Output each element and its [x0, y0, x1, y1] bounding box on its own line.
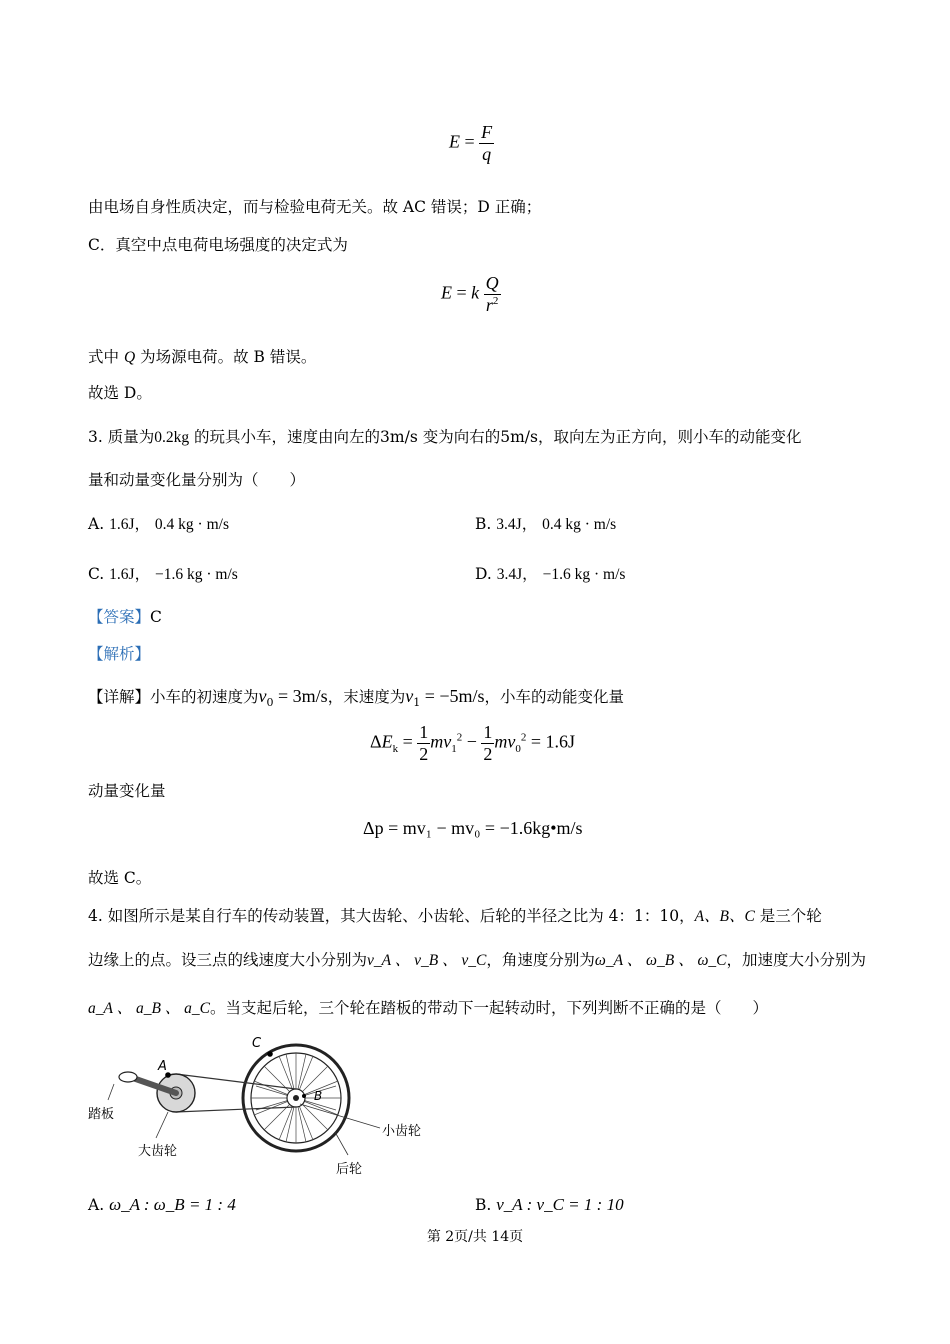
eq2-exp: 2: [492, 294, 499, 307]
q4-l1: 4. 如图所示是某自行车的传动装置，其大齿轮、小齿轮、后轮的半径之比为 4：1：10，: [88, 907, 695, 925]
q4-option-a[interactable]: [88, 1195, 236, 1215]
eq1-num: F: [481, 122, 493, 142]
p3-a: 式中: [88, 348, 124, 366]
small-gear-hub: [293, 1095, 299, 1101]
detail-b: ，末速度为: [327, 688, 406, 706]
q4-l2b: ，角速度分别为: [486, 951, 595, 969]
eq2-num: Q: [485, 273, 499, 293]
momentum-label: 动量变化量: [88, 782, 166, 800]
p3-b: 为场源电荷。故 B 错误。: [135, 348, 317, 366]
q4-l2w: ω_A 、 ω_B 、 ω_C: [594, 952, 727, 969]
opt-a-label: A.: [88, 515, 105, 533]
q3-conclusion: 故选 C。: [88, 869, 152, 887]
opt-b-val1: 3.4J: [496, 516, 522, 533]
q3-option-d[interactable]: D. 3.4J， −1.6 kg · m/s: [475, 565, 626, 583]
pedal: [119, 1072, 137, 1082]
opt-b-val2: 0.4 kg · m/s: [542, 516, 617, 533]
q4-pts: A、B、C: [694, 908, 755, 925]
q3-v0: 3m/s: [380, 428, 418, 446]
label-small-gear: 小齿轮: [382, 1124, 422, 1139]
q3-detail: 【详解】小车的初速度为$v_0 = 3m/s$，末速度为$v_1 = -5m/s$，小车的动能变化量: [88, 686, 625, 710]
paragraph-3: [88, 345, 316, 367]
label-pedal: 踏板: [88, 1107, 115, 1122]
eq2-lhs: E: [441, 282, 452, 303]
detail-v0-val: = 3m/s: [273, 686, 328, 706]
eq1-lhs: E: [449, 131, 460, 152]
p3-q: Q: [123, 349, 136, 366]
q4-stem-line3: [88, 996, 768, 1018]
eq2-den: r: [485, 294, 493, 315]
q3-answer: [88, 605, 162, 627]
q4-l3b: 。当支起后轮，三个轮在踏板的带动下一起转动时，下列判断不正确的是（ ）: [210, 999, 769, 1017]
q4-l1end: 是三个轮: [754, 907, 822, 925]
opt-d-val1: 3.4J: [496, 566, 523, 583]
q3-stem-line2: 量和动量变化量分别为（ ）: [88, 471, 306, 489]
answer-value: C: [150, 608, 162, 626]
q4-stem-line1: [88, 904, 822, 926]
opt-c-val1: 1.6J: [109, 566, 135, 583]
paragraph-4: 故选 D。: [88, 384, 152, 402]
opt-a-val2: 0.4 kg · m/s: [154, 516, 229, 533]
q4-opt-b-label: B.: [475, 1196, 492, 1214]
label-a: A: [158, 1059, 167, 1074]
q4-opt-a-expr: ω_A : ω_B = 1 : 4: [109, 1195, 236, 1214]
opt-d-val2: −1.6 kg · m/s: [542, 566, 626, 583]
q3-option-b[interactable]: B. 3.4J， 0.4 kg · m/s: [475, 515, 617, 533]
opt-d-label: D.: [475, 565, 492, 583]
opt-c-val2: −1.6 kg · m/s: [155, 566, 238, 583]
detail-tag: 【详解】: [88, 688, 151, 706]
q4-l2a: 边缘上的点。设三点的线速度大小分别为: [88, 951, 368, 969]
equation-e-f-q: E = $\frac{F}{q}$: [449, 122, 493, 164]
ek-result: = 1.6J: [526, 731, 576, 752]
q4-l2v: v_A 、 v_B 、 v_C: [367, 952, 487, 969]
q3-option-a[interactable]: A. 1.6J， 0.4 kg · m/s: [88, 515, 229, 533]
opt-a-val1: 1.6J: [109, 516, 135, 533]
detail-c: ，小车的动能变化量: [484, 688, 625, 706]
q3-stem-line1: [88, 425, 801, 447]
label-rear-wheel: 后轮: [336, 1162, 363, 1177]
label-b: B: [314, 1089, 323, 1103]
eq1-den: q: [482, 143, 492, 164]
detail-a: 小车的初速度为: [150, 688, 259, 706]
opt-b-label: B.: [475, 515, 492, 533]
equation-momentum: Δp = mv₁ − mv₀ = −1.6kg•m/s: [363, 818, 583, 838]
q3-l1c: 变为向右的: [417, 428, 501, 446]
detail-v1-val: = −5m/s: [420, 686, 485, 706]
opt-c-label: C.: [88, 565, 105, 583]
q4-l2c: ，加速度大小分别为: [726, 951, 867, 969]
q3-l1d: ，取向左为正方向，则小车的动能变化: [537, 428, 802, 446]
chain-bottom: [176, 1107, 296, 1112]
page-footer: 第 2页/共 14页: [426, 1229, 524, 1245]
bicycle-transmission-figure: [80, 1030, 460, 1180]
q3-mass: 0.2kg: [154, 429, 190, 446]
paragraph-1: 由电场自身性质决定，而与检验电荷无关。故 AC 错误；D 正确；: [88, 198, 542, 216]
q4-opt-b-expr: v_A : v_C = 1 : 10: [496, 1195, 624, 1214]
equation-coulomb: E = k $\frac{Q}{r^2}$: [441, 273, 499, 315]
q4-opt-a-label: A.: [88, 1196, 105, 1214]
q3-l1b: 的玩具小车，速度由向左的: [189, 428, 381, 446]
q3-analysis-tag: 【解析】: [88, 645, 151, 663]
point-b: [302, 1094, 306, 1098]
eq2-k: k: [471, 282, 480, 303]
q3-v1: 5m/s: [500, 428, 538, 446]
equation-ek: $\Delta E_k$ = $\frac{1}{2}$ $mv_1^2$ − $\frac{1}{2}$ $mv_0^2 = 1.6J$: [370, 722, 576, 764]
paragraph-2: C．真空中点电荷电场强度的决定式为: [88, 236, 348, 254]
label-c: C: [252, 1036, 262, 1051]
q3-option-c[interactable]: C. 1.6J， −1.6 kg · m/s: [88, 565, 238, 583]
point-c: [267, 1051, 273, 1057]
q4-l3a: a_A 、 a_B 、 a_C: [88, 1000, 210, 1017]
q3-l1a: 3. 质量为: [88, 428, 155, 446]
label-big-gear: 大齿轮: [138, 1144, 178, 1159]
answer-tag: 【答案】: [88, 608, 151, 626]
q4-option-b[interactable]: [475, 1195, 624, 1215]
q4-stem-line2: [88, 948, 866, 970]
